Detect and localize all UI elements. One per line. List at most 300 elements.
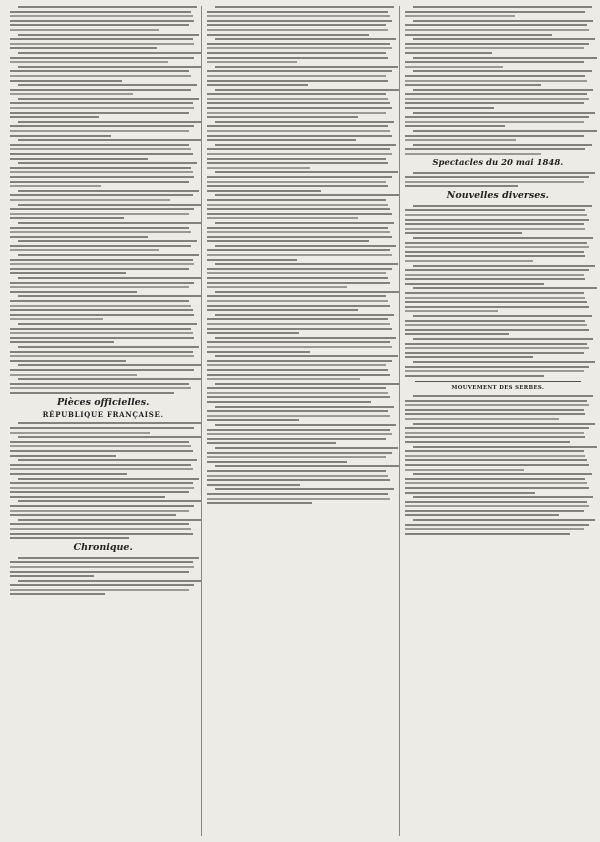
text-line xyxy=(405,219,589,221)
text-line xyxy=(18,6,197,8)
text-paragraph xyxy=(405,144,591,155)
text-line xyxy=(10,473,127,475)
text-line xyxy=(413,70,592,72)
text-line xyxy=(405,228,586,230)
text-line xyxy=(207,346,391,348)
text-line xyxy=(10,80,122,82)
text-paragraph xyxy=(405,423,591,443)
text-line xyxy=(207,217,358,219)
text-line xyxy=(10,89,191,91)
text-line xyxy=(18,162,197,164)
text-line xyxy=(405,255,586,257)
text-line xyxy=(405,375,545,377)
text-line xyxy=(405,121,584,123)
text-line xyxy=(207,259,296,261)
section-divider xyxy=(415,381,581,382)
text-paragraph xyxy=(207,6,393,36)
text-line xyxy=(207,190,321,192)
text-line xyxy=(207,387,386,389)
text-paragraph xyxy=(10,98,196,118)
text-line xyxy=(405,260,534,262)
text-line xyxy=(10,589,189,591)
text-line xyxy=(10,11,191,13)
text-line xyxy=(413,237,594,239)
text-line xyxy=(10,93,133,95)
text-line xyxy=(207,484,300,486)
text-paragraph xyxy=(405,172,591,188)
text-line xyxy=(207,116,358,118)
text-paragraph xyxy=(207,245,393,261)
text-line xyxy=(10,510,189,512)
text-line xyxy=(18,204,201,206)
text-line xyxy=(10,464,191,466)
text-line xyxy=(207,20,391,22)
text-line xyxy=(10,305,191,307)
text-line xyxy=(10,523,189,525)
text-paragraph xyxy=(207,66,393,86)
text-line xyxy=(10,102,193,104)
text-paragraph xyxy=(10,364,196,375)
text-line xyxy=(405,455,586,457)
text-line xyxy=(18,557,199,559)
text-line xyxy=(413,338,594,340)
text-paragraph xyxy=(10,580,196,596)
text-line xyxy=(207,300,388,302)
text-line xyxy=(207,93,386,95)
text-line xyxy=(10,75,191,77)
text-line xyxy=(10,561,193,563)
text-line xyxy=(405,297,586,299)
text-line xyxy=(18,459,197,461)
section-heading: Nouvelles diverses. xyxy=(446,190,549,202)
text-line xyxy=(18,222,202,224)
text-paragraph xyxy=(10,254,196,274)
text-line xyxy=(215,291,399,293)
column-left xyxy=(7,6,199,836)
text-line xyxy=(18,580,201,582)
text-line xyxy=(207,15,390,17)
text-paragraph xyxy=(10,422,196,433)
text-line xyxy=(18,364,201,366)
text-line xyxy=(405,80,588,82)
text-line xyxy=(207,130,390,132)
text-line xyxy=(10,593,105,595)
text-line xyxy=(207,125,388,127)
text-line xyxy=(413,172,596,174)
text-paragraph xyxy=(10,190,196,201)
text-line xyxy=(10,369,194,371)
text-line xyxy=(405,107,494,109)
text-line xyxy=(10,57,194,59)
text-line xyxy=(405,418,560,420)
text-line xyxy=(207,52,386,54)
text-line xyxy=(405,135,584,137)
text-paragraph xyxy=(10,222,196,238)
text-line xyxy=(405,29,589,31)
text-line xyxy=(10,24,189,26)
text-line xyxy=(207,139,356,141)
text-line xyxy=(207,364,386,366)
text-line xyxy=(207,332,298,334)
text-line xyxy=(18,98,199,100)
text-paragraph xyxy=(207,406,393,422)
text-line xyxy=(207,75,386,77)
text-line xyxy=(207,11,388,13)
text-line xyxy=(207,47,391,49)
text-line xyxy=(405,482,588,484)
text-paragraph xyxy=(405,70,591,86)
text-line xyxy=(405,11,586,13)
text-line xyxy=(215,6,394,8)
text-paragraph xyxy=(207,447,393,463)
text-line xyxy=(10,337,194,339)
text-line xyxy=(405,400,588,402)
text-line xyxy=(207,351,309,353)
text-line xyxy=(207,401,371,403)
text-line xyxy=(207,396,390,398)
text-line xyxy=(10,387,191,389)
text-line xyxy=(207,498,390,500)
text-paragraph xyxy=(10,500,196,516)
text-line xyxy=(18,323,197,325)
text-line xyxy=(10,15,193,17)
text-paragraph xyxy=(405,361,591,377)
text-paragraph xyxy=(10,121,196,137)
text-line xyxy=(405,102,584,104)
text-line xyxy=(18,139,202,141)
text-paragraph xyxy=(405,6,591,17)
text-line xyxy=(10,272,126,274)
text-line xyxy=(405,34,552,36)
text-line xyxy=(405,24,588,26)
text-line xyxy=(405,510,584,512)
text-line xyxy=(207,392,388,394)
text-line xyxy=(10,181,189,183)
text-paragraph xyxy=(405,338,591,358)
text-line xyxy=(207,204,388,206)
text-line xyxy=(10,194,193,196)
text-line xyxy=(413,519,596,521)
text-paragraph xyxy=(207,194,393,219)
text-line xyxy=(207,415,390,417)
text-line xyxy=(207,199,386,201)
text-paragraph xyxy=(10,139,196,159)
text-line xyxy=(207,374,390,376)
text-line xyxy=(10,176,194,178)
text-line xyxy=(405,306,589,308)
text-line xyxy=(215,121,394,123)
text-line xyxy=(215,263,398,265)
text-paragraph xyxy=(207,222,393,242)
text-line xyxy=(207,452,391,454)
text-line xyxy=(405,181,584,183)
text-paragraph xyxy=(10,162,196,187)
text-line xyxy=(405,292,584,294)
text-line xyxy=(10,432,150,434)
text-line xyxy=(10,263,194,265)
text-line xyxy=(18,34,199,36)
text-line xyxy=(10,487,194,489)
text-line xyxy=(207,176,391,178)
text-line xyxy=(207,305,390,307)
section-heading: Chronique. xyxy=(73,542,133,554)
text-line xyxy=(207,70,391,72)
text-paragraph xyxy=(10,277,196,293)
text-line xyxy=(10,116,99,118)
text-line xyxy=(10,208,194,210)
text-line xyxy=(18,422,201,424)
text-paragraph xyxy=(405,112,591,128)
text-line xyxy=(18,190,199,192)
text-line xyxy=(10,291,137,293)
text-line xyxy=(405,61,584,63)
text-line xyxy=(215,144,396,146)
text-line xyxy=(405,84,541,86)
text-line xyxy=(405,459,588,461)
text-line xyxy=(405,501,588,503)
text-paragraph xyxy=(207,337,393,353)
text-line xyxy=(413,496,594,498)
text-line xyxy=(207,438,386,440)
text-line xyxy=(207,429,390,431)
text-line xyxy=(405,246,589,248)
text-line xyxy=(413,38,596,40)
text-line xyxy=(413,57,597,59)
text-line xyxy=(10,584,194,586)
text-line xyxy=(207,153,391,155)
text-paragraph xyxy=(405,205,591,235)
column-middle xyxy=(204,6,396,836)
text-line xyxy=(215,383,399,385)
section-heading: Spectacles du 20 mai 1848. xyxy=(432,158,564,168)
text-line xyxy=(10,427,194,429)
text-line xyxy=(207,57,388,59)
text-line xyxy=(215,222,394,224)
text-paragraph xyxy=(405,130,591,141)
text-line xyxy=(405,153,541,155)
text-line xyxy=(405,75,586,77)
text-line xyxy=(10,236,148,238)
text-line xyxy=(215,194,399,196)
text-line xyxy=(10,259,193,261)
text-line xyxy=(18,254,199,256)
text-line xyxy=(10,455,116,457)
text-line xyxy=(405,505,589,507)
text-line xyxy=(10,144,189,146)
text-line xyxy=(10,185,101,187)
text-line xyxy=(10,383,189,385)
text-line xyxy=(10,171,193,173)
text-line xyxy=(10,318,103,320)
text-line xyxy=(207,456,386,458)
text-line xyxy=(215,89,399,91)
text-line xyxy=(10,43,194,45)
text-paragraph xyxy=(405,57,591,68)
text-line xyxy=(10,533,193,535)
text-line xyxy=(215,424,396,426)
text-paragraph xyxy=(405,287,591,312)
text-line xyxy=(405,432,584,434)
text-line xyxy=(413,205,592,207)
text-line xyxy=(405,370,584,372)
text-line xyxy=(10,392,174,394)
text-line xyxy=(207,502,311,504)
text-line xyxy=(405,404,589,406)
text-paragraph xyxy=(405,265,591,285)
text-line xyxy=(405,436,586,438)
text-line xyxy=(18,378,202,380)
text-line xyxy=(413,395,594,397)
text-line xyxy=(413,6,592,8)
text-paragraph xyxy=(405,496,591,516)
text-line xyxy=(405,232,522,234)
text-line xyxy=(10,496,165,498)
section-heading: RÉPUBLIQUE FRANÇAISE. xyxy=(42,410,164,420)
text-paragraph xyxy=(10,204,196,220)
text-line xyxy=(215,355,398,357)
text-line xyxy=(405,347,589,349)
text-line xyxy=(207,213,391,215)
text-line xyxy=(207,493,388,495)
text-paragraph xyxy=(405,446,591,471)
text-line xyxy=(10,29,159,31)
text-line xyxy=(10,505,194,507)
text-paragraph xyxy=(10,378,196,394)
text-line xyxy=(10,309,193,311)
text-line xyxy=(10,135,111,137)
text-paragraph xyxy=(207,144,393,169)
text-paragraph xyxy=(10,557,196,577)
text-line xyxy=(10,47,157,49)
text-line xyxy=(10,167,191,169)
text-line xyxy=(207,162,388,164)
text-line xyxy=(413,89,594,91)
text-line xyxy=(405,52,493,54)
text-line xyxy=(413,112,596,114)
text-line xyxy=(207,84,308,86)
text-paragraph xyxy=(10,459,196,475)
text-line xyxy=(405,413,586,415)
text-line xyxy=(10,514,176,516)
text-line xyxy=(405,116,589,118)
text-line xyxy=(10,286,189,288)
text-paragraph xyxy=(207,465,393,485)
text-line xyxy=(207,479,390,481)
text-line xyxy=(10,199,170,201)
text-line xyxy=(215,465,399,467)
text-paragraph xyxy=(207,89,393,119)
text-line xyxy=(405,333,509,335)
text-line xyxy=(10,38,193,40)
text-line xyxy=(405,301,588,303)
text-line xyxy=(405,43,589,45)
section-heading: Pièces officielles. xyxy=(56,396,150,408)
text-paragraph xyxy=(10,436,196,456)
text-paragraph xyxy=(207,263,393,288)
text-paragraph xyxy=(10,66,196,82)
text-line xyxy=(207,318,388,320)
text-line xyxy=(10,441,189,443)
text-line xyxy=(10,351,193,353)
text-line xyxy=(207,112,386,114)
text-line xyxy=(215,488,394,490)
text-line xyxy=(207,24,386,26)
text-line xyxy=(405,427,589,429)
text-line xyxy=(207,328,391,330)
text-paragraph xyxy=(405,315,591,335)
text-line xyxy=(10,227,189,229)
text-line xyxy=(10,468,193,470)
text-paragraph xyxy=(10,478,196,498)
text-line xyxy=(10,537,129,539)
text-line xyxy=(207,470,386,472)
text-line xyxy=(405,47,584,49)
text-line xyxy=(10,158,148,160)
text-paragraph xyxy=(10,295,196,320)
text-line xyxy=(405,366,589,368)
text-paragraph xyxy=(405,20,591,36)
text-line xyxy=(207,34,369,36)
text-line xyxy=(10,70,189,72)
text-line xyxy=(413,265,596,267)
text-line xyxy=(10,249,159,251)
text-line xyxy=(207,80,388,82)
text-line xyxy=(405,176,589,178)
column-right xyxy=(402,6,594,836)
text-line xyxy=(207,410,388,412)
text-line xyxy=(207,419,298,421)
text-line xyxy=(413,423,596,425)
text-line xyxy=(405,524,589,526)
text-line xyxy=(215,314,394,316)
text-line xyxy=(405,93,588,95)
text-line xyxy=(215,171,398,173)
text-line xyxy=(405,533,571,535)
text-line xyxy=(207,107,391,109)
text-line xyxy=(207,295,386,297)
text-line xyxy=(10,125,194,127)
text-line xyxy=(405,324,588,326)
text-line xyxy=(215,245,396,247)
text-paragraph xyxy=(405,473,591,493)
text-line xyxy=(10,213,189,215)
text-line xyxy=(10,566,194,568)
text-line xyxy=(413,315,592,317)
text-line xyxy=(405,283,545,285)
text-line xyxy=(207,240,369,242)
text-line xyxy=(405,320,586,322)
text-line xyxy=(405,148,586,150)
text-line xyxy=(405,139,517,141)
text-line xyxy=(10,355,194,357)
text-line xyxy=(207,378,360,380)
text-line xyxy=(405,223,584,225)
text-line xyxy=(405,528,584,530)
text-line xyxy=(10,374,137,376)
text-line xyxy=(207,227,388,229)
text-paragraph xyxy=(405,237,591,262)
text-line xyxy=(207,341,390,343)
text-line xyxy=(413,287,597,289)
text-line xyxy=(18,436,202,438)
text-paragraph xyxy=(10,519,196,539)
text-line xyxy=(10,130,189,132)
text-paragraph xyxy=(207,121,393,141)
text-line xyxy=(10,328,191,330)
text-line xyxy=(413,473,592,475)
text-line xyxy=(405,185,519,187)
text-line xyxy=(207,277,388,279)
